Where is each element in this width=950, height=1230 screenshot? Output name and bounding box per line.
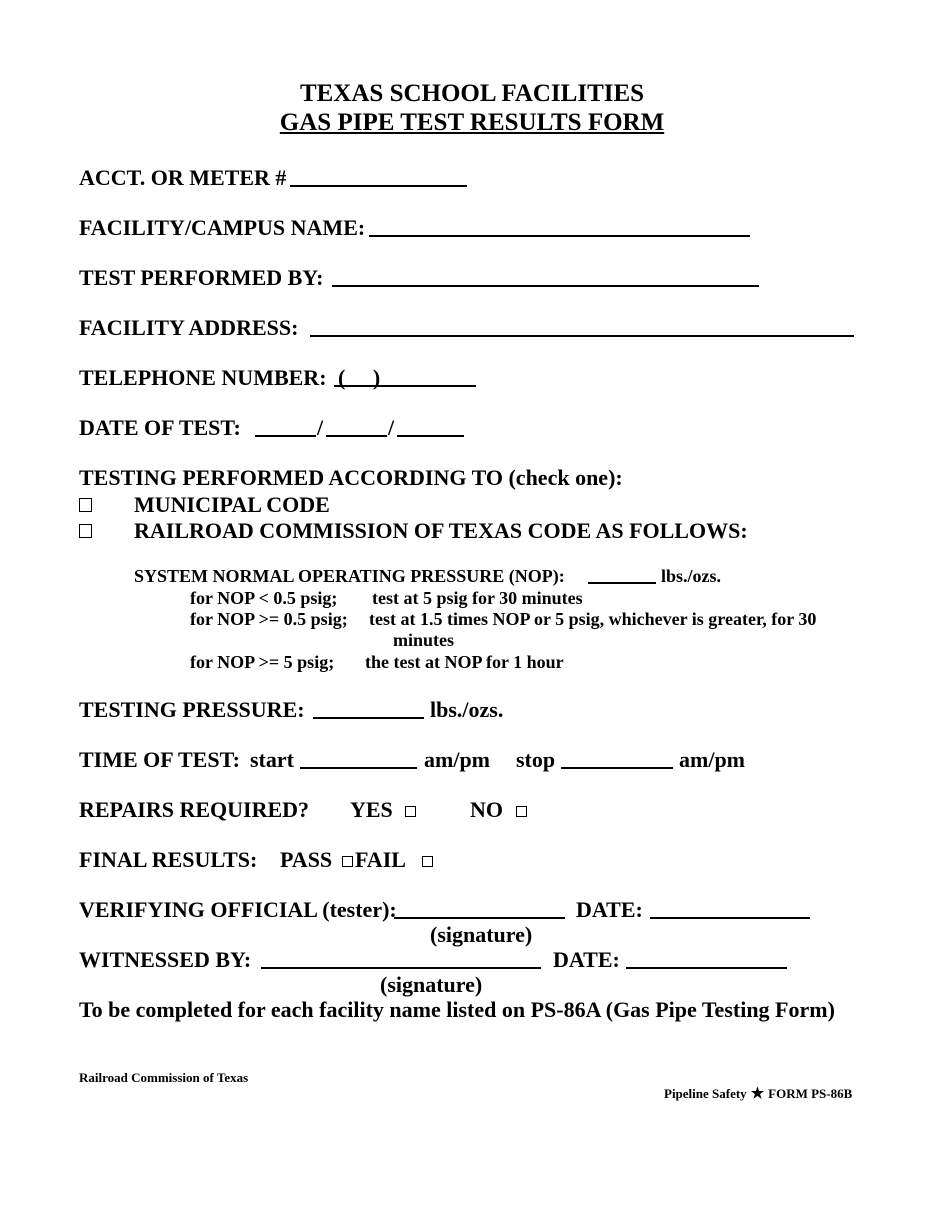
- nop-rule-2-cond: for NOP >= 0.5 psig;: [190, 609, 348, 629]
- date-separator: /: [317, 415, 324, 440]
- railroad-code-checkbox[interactable]: [79, 522, 92, 540]
- performed-by-label: TEST PERFORMED BY:: [79, 265, 324, 290]
- witnessed-date-label: DATE:: [553, 947, 620, 972]
- star-icon: ★: [750, 1086, 765, 1102]
- testing-according-heading: TESTING PERFORMED ACCORDING TO (check one):: [79, 465, 623, 490]
- testing-pressure-unit: lbs./ozs.: [430, 697, 504, 722]
- date-month-line[interactable]: [255, 435, 316, 437]
- form-title: TEXAS SCHOOL FACILITIES: [299, 80, 645, 107]
- repairs-label: REPAIRS REQUIRED?: [79, 797, 310, 822]
- performed-by-input-line[interactable]: [332, 285, 759, 287]
- nop-input-line[interactable]: [588, 582, 656, 584]
- testing-pressure-label: TESTING PRESSURE:: [79, 697, 305, 722]
- verifying-date-label: DATE:: [576, 897, 643, 922]
- time-start-input-line[interactable]: [300, 767, 417, 769]
- telephone-label: TELEPHONE NUMBER:: [79, 365, 327, 390]
- nop-rule-1-test: test at 5 psig for 30 minutes: [372, 588, 583, 608]
- time-start-ampm: am/pm: [424, 747, 490, 772]
- repairs-yes-checkbox[interactable]: [405, 804, 416, 822]
- repairs-no-checkbox[interactable]: [516, 804, 527, 822]
- testing-pressure-input-line[interactable]: [313, 717, 424, 719]
- form-subtitle: GAS PIPE TEST RESULTS FORM: [279, 109, 665, 136]
- telephone-area-code: ( ): [338, 365, 381, 390]
- nop-rule-3-cond: for NOP >= 5 psig;: [190, 652, 335, 672]
- nop-rule-1-cond: for NOP < 0.5 psig;: [190, 588, 338, 608]
- nop-label: SYSTEM NORMAL OPERATING PRESSURE (NOP):: [134, 566, 565, 586]
- footer-prefix: Pipeline Safety: [664, 1086, 747, 1101]
- completion-note: To be completed for each facility name listed on PS-86A (Gas Pipe Testing Form): [79, 997, 835, 1022]
- date-year-line[interactable]: [397, 435, 464, 437]
- date-separator: /: [388, 415, 395, 440]
- nop-unit: lbs./ozs.: [661, 566, 722, 586]
- footer-suffix: FORM PS-86B: [768, 1086, 853, 1101]
- final-fail-checkbox[interactable]: [422, 854, 433, 872]
- acct-label: ACCT. OR METER #: [79, 165, 287, 190]
- nop-rule-3-test: the test at NOP for 1 hour: [365, 652, 564, 672]
- footer-form-id: [664, 1086, 852, 1102]
- final-fail-label: FAIL: [355, 847, 406, 872]
- date-day-line[interactable]: [326, 435, 387, 437]
- final-results-label: FINAL RESULTS:: [79, 847, 258, 872]
- final-pass-label: PASS: [280, 847, 333, 872]
- time-start-label: start: [250, 747, 294, 772]
- time-stop-label: stop: [516, 747, 556, 772]
- verifying-official-label: VERIFYING OFFICIAL (tester):: [79, 897, 397, 922]
- time-stop-input-line[interactable]: [561, 767, 673, 769]
- date-of-test-label: DATE OF TEST:: [79, 415, 241, 440]
- nop-rule-2-test: test at 1.5 times NOP or 5 psig, whichever is greater, for 30: [369, 609, 817, 629]
- repairs-no-label: NO: [470, 797, 503, 822]
- verifying-date-line[interactable]: [650, 917, 810, 919]
- railroad-code-label: RAILROAD COMMISSION OF TEXAS CODE AS FOLLOWS:: [134, 518, 748, 543]
- telephone-input-line[interactable]: [334, 385, 476, 387]
- nop-rule-2-cont: minutes: [393, 630, 455, 650]
- witnessed-by-label: WITNESSED BY:: [79, 947, 252, 972]
- verifying-signature-line[interactable]: [394, 917, 565, 919]
- municipal-code-checkbox[interactable]: [79, 496, 92, 514]
- witnessed-date-line[interactable]: [626, 967, 787, 969]
- municipal-code-label: MUNICIPAL CODE: [134, 492, 330, 517]
- time-stop-ampm: am/pm: [679, 747, 745, 772]
- footer-agency: Railroad Commission of Texas: [79, 1070, 249, 1085]
- repairs-yes-label: YES: [350, 797, 393, 822]
- witnessed-signature-line[interactable]: [261, 967, 541, 969]
- final-pass-checkbox[interactable]: [342, 854, 353, 872]
- address-label: FACILITY ADDRESS:: [79, 315, 299, 340]
- time-of-test-label: TIME OF TEST:: [79, 747, 240, 772]
- address-input-line[interactable]: [310, 335, 854, 337]
- witnessed-signature-caption: (signature): [380, 972, 483, 997]
- acct-input-line[interactable]: [290, 185, 467, 187]
- verifying-signature-caption: (signature): [430, 922, 533, 947]
- facility-name-input-line[interactable]: [369, 235, 750, 237]
- facility-name-label: FACILITY/CAMPUS NAME:: [79, 215, 366, 240]
